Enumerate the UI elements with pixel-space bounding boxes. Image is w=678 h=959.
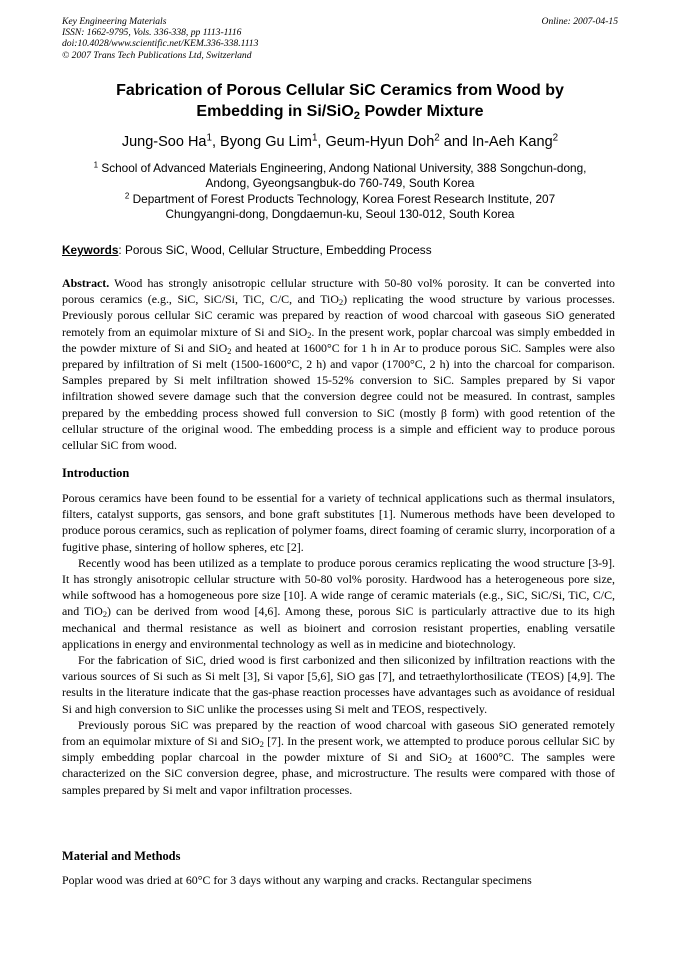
paragraph: Previously porous SiC was prepared by the reaction of wood charcoal with gaseous SiO generated remotely from an equimolar mixture of Si and SiO$_2$ [7]. In the present work, we attempted to produce porous cellular SiC by simply embedding poplar charcoal in the powder mixture of Si and SiO$_2$ at 1600°C. The samples were characterized on the SiC conversion degree, phase, and microstructure. The results were compared with those of samples prepared by Si melt and vapor infiltration processes. bbox=[62, 717, 615, 797]
abstract: Abstract. Wood has strongly anisotropic cellular structure with 50-80 vol% porosity. It can be converted into porous ceramics (e.g., SiC, SiC/Si, TiC, C/C, and TiO$_2$) replicating the wood structure by various processes. Previously porous cellular SiC ceramic was prepared by reaction of wood charcoal with gaseous SiO generated remotely from an equimolar mixture of Si and SiO$_2$. In the present work, poplar charcoal was simply embedded in the powder mixture of Si and SiO$_2$ and heated at 1600°C for 1 h in Ar to produce porous SiC. Samples were also prepared by infiltration of Si melt (1500-1600°C, 2 h) and vapor (1700°C, 2 h) into the charcoal for comparison. Samples prepared by Si melt infiltration showed 15-52% conversion to SiC. Samples prepared by Si vapor infiltration showed severe damage such that the conversion degree could not be measured. In contrast, samples prepared by the embedding process showed full conversion to SiC (mostly β form) with good retention of the cellular structure of the original wood. The embedding process is a simple and efficient way to produce porous cellular SiC from wood. bbox=[62, 276, 615, 453]
keywords: Keywords: Porous SiC, Wood, Cellular Structure, Embedding Process bbox=[62, 243, 432, 257]
paragraph: For the fabrication of SiC, dried wood is first carbonized and then siliconized by infiltration reactions with the various sources of Si such as Si melt [3], Si vapor [5,6], SiO gas [7], and tetraethylorthosilicate (TEOS) [4,9]. The results in the literature indicate that the gas-phase reaction processes have advantages such as avoidance of residual Si and high conversion to SiC unlike the processes using Si melt and TEOS, respectively. bbox=[62, 653, 615, 716]
paper-title bbox=[62, 80, 618, 122]
affiliation-1: $^1$ School of Advanced Materials Engineering, Andong National University, 388 Songchun-dong, Andong, Gyeongsangbuk-do 760-749, South Korea bbox=[93, 160, 587, 191]
methods-heading: Material and Methods bbox=[62, 849, 181, 863]
title-line-2: Embedding in Si/SiO$_2$ Powder Mixture bbox=[196, 103, 484, 122]
paragraph: Recently wood has been utilized as a template to produce porous ceramics replicating the wood structure [3-9]. It has strongly anisotropic cellular structure with 50-80 vol% porosity. Hardwood has a heterogeneous pore size, while softwood has a homogeneous pore size [10]. A wide range of ceramic materials (e.g., SiC, SiC/Si, TiC, C/C, and TiO$_2$) can be derived from wood [4,6]. Among these, porous SiC is particularly attractive due to its high mechanical and thermal resistance as well as bioinert and corrosion resistant properties, enabling versatile applications in energy and environmental technology as well as in medicine and biotechnology. bbox=[62, 555, 615, 651]
keywords-label: Keywords bbox=[62, 243, 119, 257]
online-date: Online: 2007-04-15 bbox=[541, 16, 618, 27]
author: Jung-Soo Ha$^1$ bbox=[121, 132, 212, 150]
introduction-body bbox=[62, 490, 615, 798]
affiliation-2: $^2$ Department of Forest Products Technology, Korea Forest Research Institute, 207 Chungyangni-dong, Dongdaemun-ku, Seoul 130-012, South Korea bbox=[124, 191, 556, 222]
methods-body: Poplar wood was dried at 60°C for 3 days without any warping and cracks. Rectangular specimens bbox=[62, 873, 532, 887]
copyright-line: © 2007 Trans Tech Publications Ltd, Switzerland bbox=[62, 49, 252, 61]
abstract-label: Abstract. bbox=[62, 276, 110, 290]
introduction-heading: Introduction bbox=[62, 466, 130, 480]
journal-header bbox=[62, 16, 618, 61]
issn-line: ISSN: 1662-9795, Vols. 336-338, pp 1113-1116 bbox=[62, 27, 242, 39]
paragraph: Porous ceramics have been found to be essential for a variety of technical applications such as thermal insulators, filters, catalyst supports, gas sensors, and bone graft substitutes [1]. Numerous methods have been developed to produce porous ceramics, such as replication of polymer foams, direct foaming of ceramic slurry, incorporation of a fugitive phase, sintering of hollow spheres, etc [2]. bbox=[62, 491, 615, 554]
title-line-1: Fabrication of Porous Cellular SiC Ceramics from Wood by bbox=[116, 82, 564, 99]
author: Byong Gu Lim$^1$ bbox=[220, 132, 318, 150]
journal-name: Key Engineering Materials bbox=[62, 16, 167, 27]
keywords-text: Porous SiC, Wood, Cellular Structure, Embedding Process bbox=[121, 243, 432, 257]
doi-line: doi:10.4028/www.scientific.net/KEM.336-338.1113 bbox=[62, 38, 259, 50]
author-list: Jung-Soo Ha$^1$, Byong Gu Lim$^1$, Geum-Hyun Doh$^2$ and In-Aeh Kang$^2$ bbox=[121, 132, 559, 150]
author: In-Aeh Kang$^2$ bbox=[472, 132, 559, 150]
author: Geum-Hyun Doh$^2$ bbox=[325, 132, 440, 150]
